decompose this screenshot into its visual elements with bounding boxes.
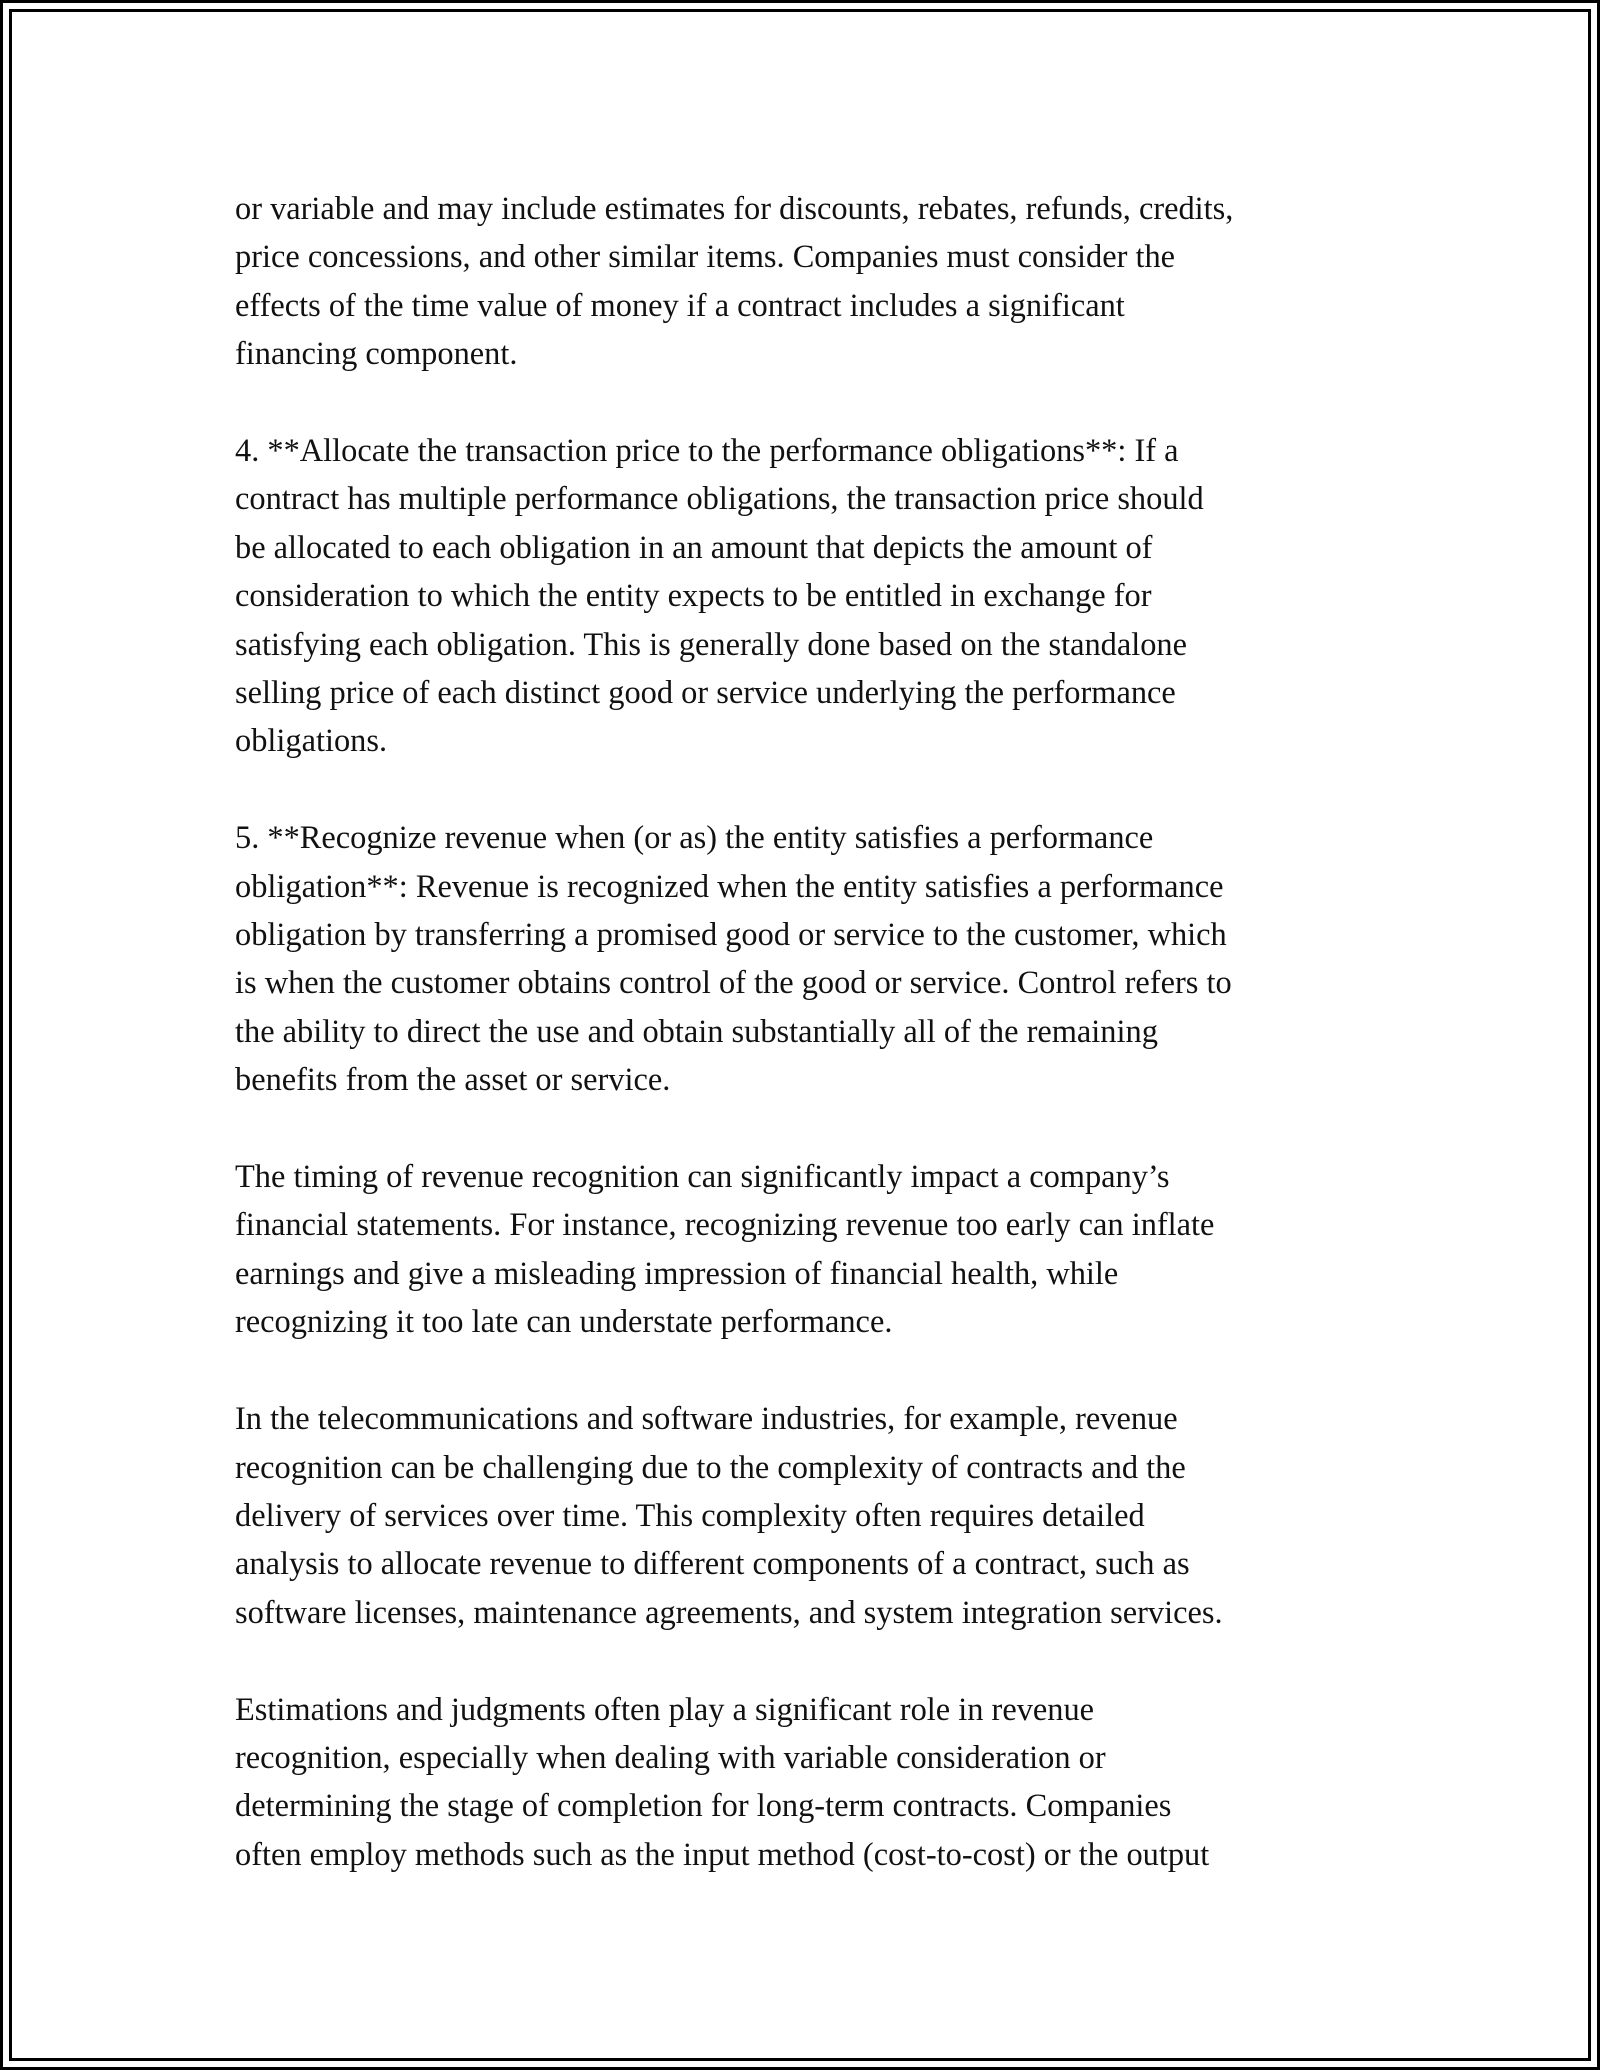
paragraph-telecom-software: In the telecommunications and software industries, for example, revenue recognition can be challenging due to the complexity of contracts and the delivery of services over time. This complexity often requires detailed analysis to allocate revenue to different components of a contract, such as software licenses, maintenance agreements, and system integration services. xyxy=(235,1401,1223,1631)
paragraph-step-5-recognize: 5. **Recognize revenue when (or as) the entity satisfies a performance obligation**: Revenue is recognized when the entity satisfies a performance obligation by transferring a promised good or service to the customer, which is when the customer obtains control of the good or service. Control refers to the ability to direct the use and obtain substantially all of the remaining benefits from the asset or service. xyxy=(235,820,1232,1099)
paragraph-estimations-judgments: Estimations and judgments often play a significant role in revenue recognition, especially when dealing with variable consideration or determining the stage of completion for long-term contracts. Companies often employ methods such as the input method (cost-to-cost) or the output xyxy=(235,1691,1210,1873)
document-body xyxy=(235,185,1370,1879)
paragraph-transaction-price-continued: or variable and may include estimates for discounts, rebates, refunds, credits, price concessions, and other similar items. Companies must consider the effects of the time value of money if a contract includes a significant financing component. xyxy=(235,191,1234,373)
paragraph-timing-impact: The timing of revenue recognition can significantly impact a company’s financial statements. For instance, recognizing revenue too early can inflate earnings and give a misleading impression of financial health, while recognizing it too late can understate performance. xyxy=(235,1159,1215,1341)
paragraph-step-4-allocate: 4. **Allocate the transaction price to the performance obligations**: If a contract has multiple performance obligations, the transaction price should be allocated to each obligation in an amount that depicts the amount of consideration to which the entity expects to be entitled in exchange for satisfying each obligation. This is generally done based on the standalone selling price of each distinct good or service underlying the performance obligations. xyxy=(235,433,1204,760)
